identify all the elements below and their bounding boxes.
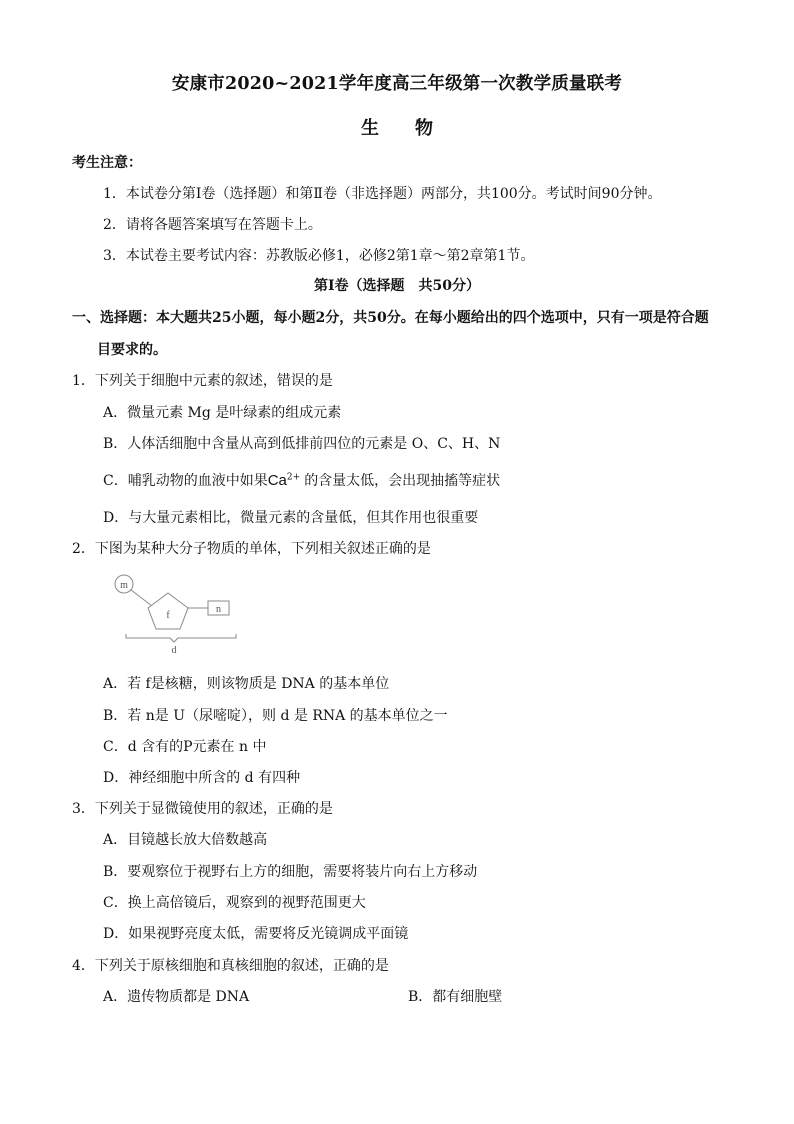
q1-option-b: B．人体活细胞中含量从高到低排前四位的元素是 O、C、H、N bbox=[103, 436, 501, 452]
nucleotide-label: d bbox=[171, 645, 177, 656]
q2-option-b: B．若 n是 U（尿嘧啶），则 d 是 RNA 的基本单位之一 bbox=[103, 708, 448, 724]
q1-stem: 1．下列关于细胞中元素的叙述，错误的是 bbox=[72, 373, 333, 389]
q1-option-d: D．与大量元素相比，微量元素的含量低，但其作用也很重要 bbox=[103, 510, 479, 526]
section-heading: 第Ⅰ卷（选择题 共50分） bbox=[313, 278, 481, 294]
q4-option-a: A．遗传物质都是 DNA bbox=[103, 989, 250, 1005]
q3-option-b: B．要观察位于视野右上方的细胞，需要将装片向右上方移动 bbox=[103, 864, 478, 880]
notice-item-3: 3．本试卷主要考试内容：苏教版必修1，必修2第1章～第2章第1节。 bbox=[103, 248, 535, 264]
base-label: n bbox=[216, 604, 221, 615]
section-instruction-line1: 一、选择题：本大题共25小题，每小题2分，共50分。在每小题给出的四个选项中，只有一项是符合题 bbox=[72, 310, 709, 326]
section-instruction-line2: 目要求的。 bbox=[97, 342, 167, 358]
exam-title: 安康市2020~2021学年度高三年级第一次教学质量联考 bbox=[171, 74, 623, 94]
q3-option-c: C．换上高倍镜后，观察到的视野范围更大 bbox=[103, 895, 366, 911]
q4-option-b: B．都有细胞壁 bbox=[408, 989, 503, 1005]
nucleotide-diagram bbox=[108, 562, 268, 658]
q3-option-d: D．如果视野亮度太低，需要将反光镜调成平面镜 bbox=[103, 926, 409, 942]
q1-option-c-post: 的含量太低，会出现抽搐等症状 bbox=[304, 473, 501, 489]
sugar-label: f bbox=[166, 610, 170, 621]
q2-option-a: A．若 f是核糖，则该物质是 DNA 的基本单位 bbox=[103, 676, 390, 692]
notice-item-1: 1．本试卷分第Ⅰ卷（选择题）和第Ⅱ卷（非选择题）两部分，共100分。考试时间90分钟。 bbox=[103, 186, 662, 202]
q1-option-c bbox=[103, 470, 500, 490]
calcium-symbol: Ca bbox=[267, 472, 287, 489]
q3-stem: 3．下列关于显微镜使用的叙述，正确的是 bbox=[72, 801, 333, 817]
q2-stem: 2．下图为某种大分子物质的单体，下列相关叙述正确的是 bbox=[72, 541, 431, 557]
q1-option-a: A．微量元素 Mg 是叶绿素的组成元素 bbox=[103, 405, 342, 421]
q3-option-a: A．目镜越长放大倍数越高 bbox=[103, 832, 268, 848]
notice-item-2: 2．请将各题答案填写在答题卡上。 bbox=[103, 217, 322, 233]
subject-title: 生 物 bbox=[361, 118, 433, 139]
phosphate-bond bbox=[131, 590, 152, 606]
q4-stem: 4．下列关于原核细胞和真核细胞的叙述，正确的是 bbox=[72, 958, 389, 974]
q2-option-d: D．神经细胞中所含的 d 有四种 bbox=[103, 770, 301, 786]
brace bbox=[126, 634, 236, 642]
notice-heading: 考生注意： bbox=[72, 155, 142, 171]
q2-option-c: C．d 含有的P元素在 n 中 bbox=[103, 739, 267, 755]
calcium-charge: 2+ bbox=[286, 472, 301, 483]
q1-option-c-pre: C．哺乳动物的血液中如果 bbox=[103, 473, 268, 489]
phosphate-label: m bbox=[120, 580, 128, 591]
